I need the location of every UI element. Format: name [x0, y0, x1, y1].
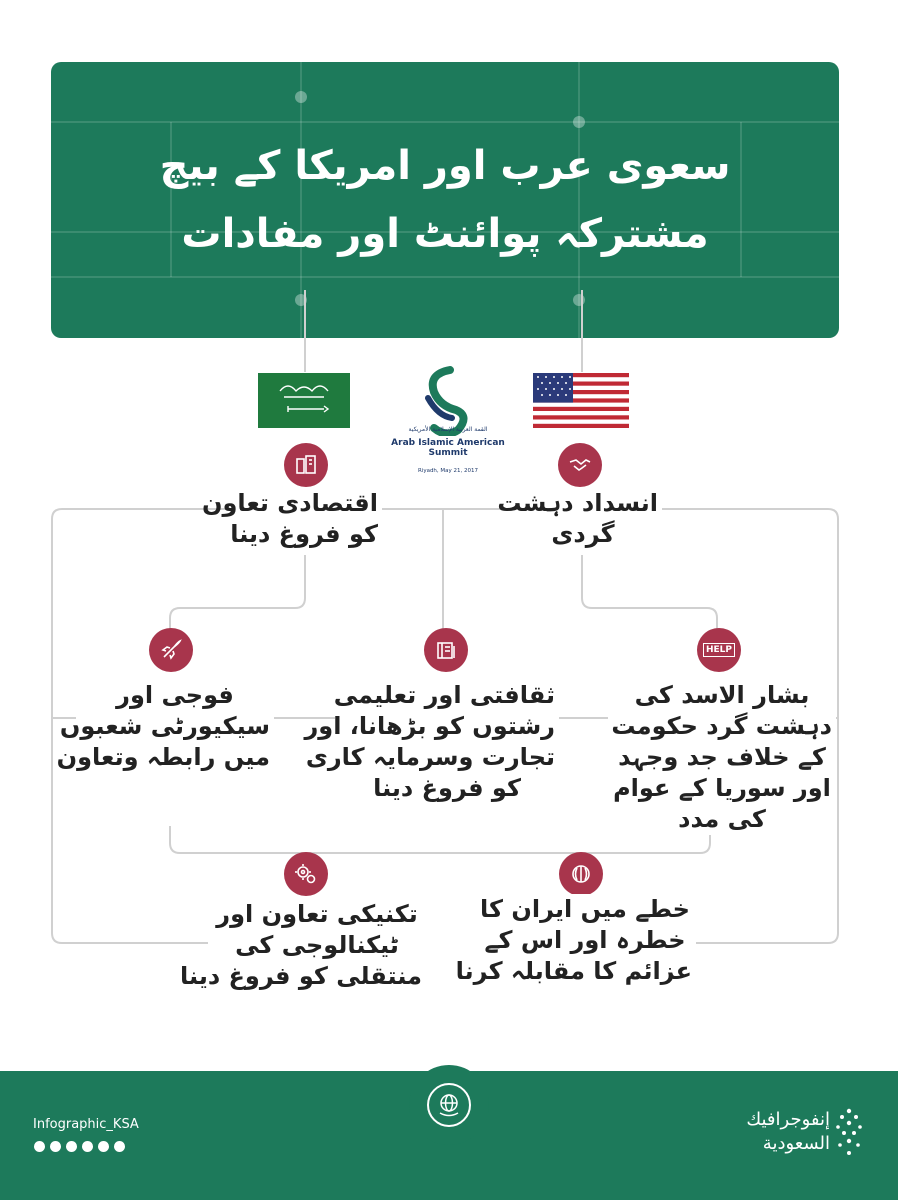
- brand-line-2: السعودية: [762, 1133, 830, 1154]
- item-culture-line-2: رشتوں کو بڑھانا، اور: [304, 712, 555, 740]
- summit-logo: [388, 364, 508, 484]
- item-technology: [180, 899, 426, 992]
- brand-dots-icon: [834, 1107, 864, 1159]
- item-economic: [201, 488, 382, 550]
- item-syria-line-4: اور سوریا کے عوام: [613, 774, 831, 802]
- item-technology-line-2: ٹیکنالوجی کی: [235, 931, 399, 959]
- item-iran: [455, 894, 696, 987]
- item-syria-line-5: کی مدد: [678, 805, 766, 833]
- saudi-flag: [258, 373, 350, 428]
- social-handle[interactable]: Infographic_KSA: [33, 1117, 139, 1132]
- item-technology-line-3: منتقلی کو فروغ دینا: [180, 962, 422, 990]
- brand-wordmark: [700, 1108, 830, 1156]
- item-iran-line-3: عزائم کا مقابلہ کرنا: [455, 957, 692, 985]
- item-military: [56, 680, 274, 773]
- item-culture: [304, 680, 559, 804]
- item-syria: [608, 680, 836, 835]
- handshake-icon: [558, 443, 602, 487]
- us-flag: [533, 373, 629, 428]
- twitter-icon[interactable]: [34, 1141, 45, 1152]
- item-syria-line-2: دہشت گرد حکومت: [611, 712, 832, 740]
- item-economic-line-2: کو فروغ دینا: [230, 520, 378, 548]
- item-military-line-3: میں رابطہ وتعاون: [56, 743, 270, 771]
- item-iran-line-1: خطے میں ایران کا: [480, 895, 690, 923]
- facebook-icon[interactable]: [50, 1141, 61, 1152]
- youtube-icon[interactable]: [66, 1141, 77, 1152]
- instagram-icon[interactable]: [98, 1141, 109, 1152]
- item-technology-line-1: تکنیکی تعاون اور: [216, 900, 418, 928]
- globe-hand-icon: [427, 1083, 471, 1127]
- brand-line-1: إنفوجرافيك: [746, 1109, 830, 1130]
- item-counter-terrorism-line-2: گردی: [551, 520, 615, 548]
- summit-english-name: Arab Islamic American Summit: [391, 438, 505, 458]
- item-iran-line-2: خطرہ اور اس کے: [484, 926, 686, 954]
- item-military-line-1: فوجی اور: [116, 681, 234, 709]
- item-military-line-2: سیکیورٹی شعبوں: [59, 712, 270, 740]
- iran-emblem-icon: [559, 852, 603, 896]
- item-counter-terrorism: [497, 488, 662, 550]
- summit-place-date: Riyadh, May 21, 2017: [417, 468, 479, 474]
- gears-icon: [284, 852, 328, 896]
- snapchat-icon[interactable]: [82, 1141, 93, 1152]
- shahada-script-icon: [258, 373, 350, 428]
- item-culture-line-3: تجارت وسرمایہ کاری: [305, 743, 555, 771]
- title-line-2: مشترکہ پوائنٹ اور مفادات: [181, 211, 709, 257]
- title-line-1: سعوی عرب اور امریکا کے بیچ: [159, 143, 731, 189]
- summit-arabic-name: القمة العربية الإسلامية الأمريكية: [408, 426, 488, 433]
- item-culture-line-4: کو فروغ دینا: [373, 774, 521, 802]
- telegram-icon[interactable]: [114, 1141, 125, 1152]
- building-icon: [284, 443, 328, 487]
- item-syria-line-1: بشار الاسد کی: [634, 681, 810, 709]
- item-counter-terrorism-line-1: انسداد دہشت: [497, 489, 658, 517]
- book-icon: [424, 628, 468, 672]
- help-sign-text: HELP: [703, 643, 735, 657]
- item-economic-line-1: اقتصادی تعاون: [201, 489, 378, 517]
- item-culture-line-1: ثقافتی اور تعلیمی: [333, 681, 555, 709]
- rocket-icon: [149, 628, 193, 672]
- help-sign-icon: [697, 628, 741, 672]
- us-flag-graphic: [533, 373, 629, 428]
- item-syria-line-3: کے خلاف جد وجہد: [618, 743, 826, 771]
